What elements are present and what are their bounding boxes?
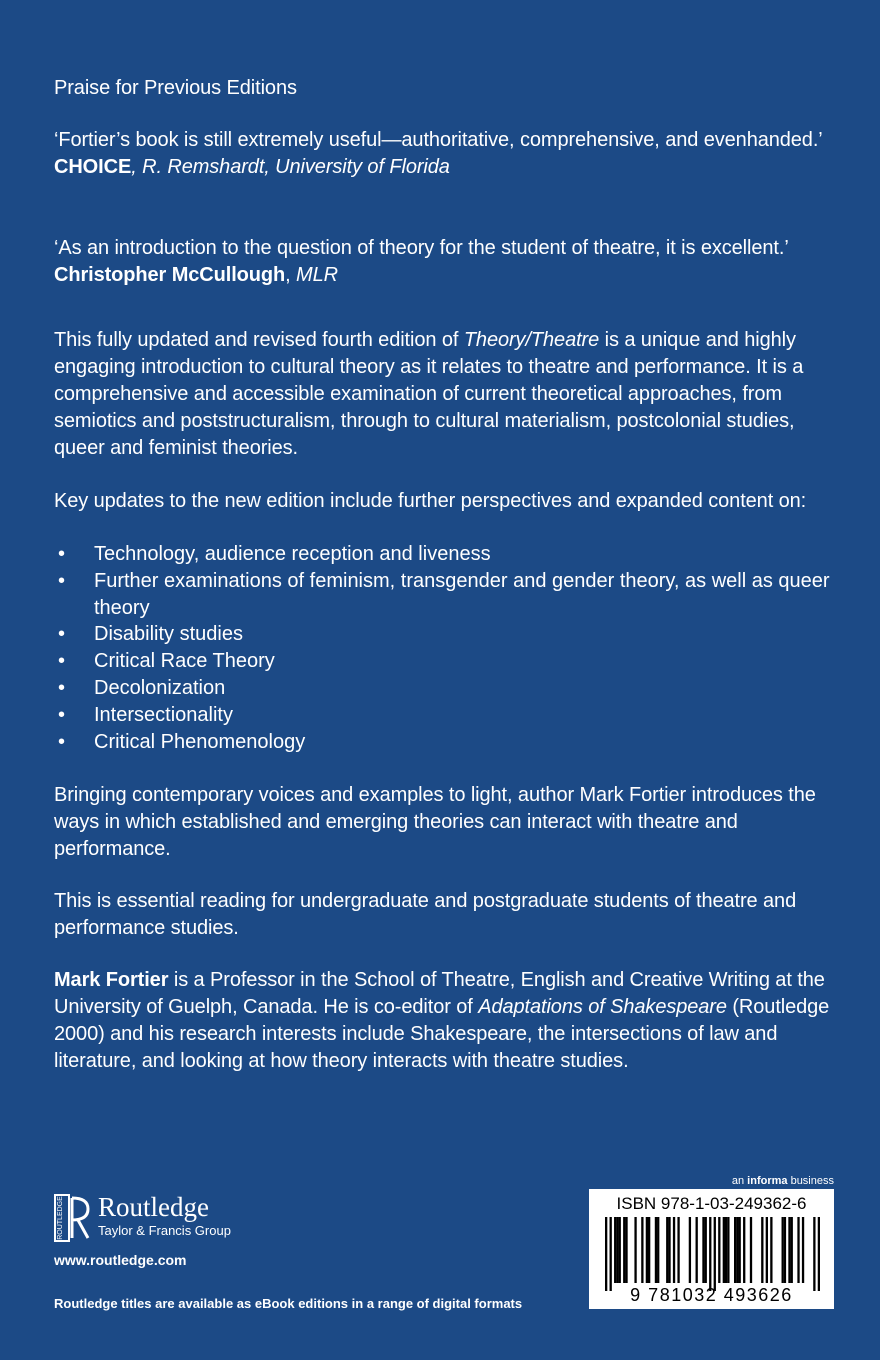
bullet-icon: • <box>58 569 66 592</box>
list-item-text: Disability studies <box>94 623 243 646</box>
barcode-bar <box>616 1217 618 1283</box>
barcode-bar <box>782 1217 784 1283</box>
bullet-icon: • <box>58 730 66 753</box>
review-quote-2 <box>54 235 834 289</box>
informa-business <box>700 1174 834 1188</box>
bio-book-title: Adaptations of Shakespeare <box>478 996 727 1018</box>
description-paragraph <box>54 327 834 462</box>
book-title: Theory/Theatre <box>463 329 600 351</box>
informa-prefix: an <box>731 1175 748 1187</box>
barcode-bar <box>818 1217 820 1291</box>
publisher-subtitle: Taylor & Francis Group <box>98 1223 231 1238</box>
barcode-bar <box>668 1217 670 1283</box>
barcode-box <box>589 1189 834 1309</box>
list-item <box>54 541 834 568</box>
quote-text: ‘Fortier’s book is still extremely useful—authoritative, comprehensive, and evenhanded.’ <box>54 129 823 151</box>
barcode-bar <box>696 1217 698 1283</box>
barcode-bar <box>761 1217 763 1283</box>
barcode-bar <box>802 1217 804 1283</box>
routledge-logo-icon <box>54 1194 90 1242</box>
barcode-bar <box>727 1217 729 1283</box>
barcode-bar <box>689 1217 691 1283</box>
barcode-bar <box>788 1217 790 1283</box>
barcode-bar <box>625 1217 627 1283</box>
author-name: Mark Fortier <box>54 969 169 991</box>
publisher-name: Routledge <box>98 1192 209 1222</box>
barcode-bar <box>734 1217 736 1283</box>
bio-text-cont: (Routledge 2000) and his research interests include Shakespeare, the intersections of law and literature, and looking at how theory interacts with theatre studies. <box>54 996 830 1072</box>
list-item-text: Intersectionality <box>94 703 233 726</box>
barcode-bar <box>623 1217 625 1283</box>
barcode-bar <box>657 1217 659 1283</box>
barcode-icon <box>605 1217 820 1291</box>
bullet-icon: • <box>58 543 66 565</box>
updates-intro: Key updates to the new edition include further perspectives and expanded content on: <box>54 490 807 512</box>
barcode-bar <box>666 1217 668 1283</box>
barcode-bar <box>743 1217 745 1283</box>
bullet-icon: • <box>58 623 66 646</box>
quote-source-bold: Christopher McCullough <box>54 264 286 286</box>
praise-heading: Praise for Previous Editions <box>54 77 297 99</box>
barcode-bar <box>610 1217 612 1291</box>
barcode-bar <box>770 1217 772 1283</box>
barcode-bar <box>677 1217 679 1283</box>
informa-brand: informa <box>747 1175 788 1187</box>
barcode-bar <box>718 1217 720 1283</box>
barcode-bar <box>634 1217 636 1283</box>
quote-source-rest: , R. Remshardt, University of Florida <box>131 156 450 178</box>
list-item-text: Technology, audience reception and liveness <box>94 543 491 565</box>
publisher-url[interactable]: www.routledge.com <box>54 1252 187 1268</box>
barcode-bar <box>714 1217 716 1291</box>
review-quote-1 <box>54 127 834 181</box>
barcode-bar <box>673 1217 675 1283</box>
description-text: This fully updated and revised fourth edition of <box>54 329 464 351</box>
informa-suffix: business <box>787 1175 834 1187</box>
svg-text:ROUTLEDGE: ROUTLEDGE <box>57 1196 64 1240</box>
publisher-block <box>54 1190 354 1270</box>
barcode-bar <box>655 1217 657 1283</box>
barcode-bar <box>709 1217 711 1291</box>
barcode-bar <box>723 1217 725 1283</box>
list-item <box>54 621 834 648</box>
list-item <box>54 729 834 756</box>
quote-source-rest: MLR <box>296 264 338 286</box>
quote-text: ‘As an introduction to the question of theory for the student of theatre, it is excellent.’ <box>54 237 789 259</box>
barcode-bar <box>766 1217 768 1283</box>
list-item <box>54 675 834 702</box>
barcode-bar <box>648 1217 650 1283</box>
list-item-text: Further examinations of feminism, transgender and gender theory, as well as queer theory <box>94 569 830 619</box>
barcode-bar <box>750 1217 752 1283</box>
ebook-note: Routledge titles are available as eBook editions in a range of digital formats <box>54 1296 523 1311</box>
author-bio <box>54 967 834 1075</box>
barcode-bar <box>619 1217 621 1283</box>
isbn-label: ISBN 978-1-03-249362-6 <box>616 1194 807 1213</box>
barcode-digits: 9 781032 493626 <box>630 1285 793 1305</box>
bullet-icon: • <box>58 676 66 699</box>
list-item-text: Critical Phenomenology <box>94 730 306 753</box>
barcode-bar <box>725 1217 727 1283</box>
quote-source-bold: CHOICE <box>54 156 132 178</box>
bullet-icon: • <box>58 703 66 726</box>
barcode-bar <box>641 1217 643 1283</box>
updates-list <box>54 541 834 755</box>
list-item <box>54 568 834 622</box>
bullet-icon: • <box>58 650 66 673</box>
bringing-paragraph: Bringing contemporary voices and examples to light, author Mark Fortier introduces the ways in which established and emerging theories can interact with theatre and performance. <box>54 784 816 860</box>
list-item-text: Critical Race Theory <box>94 650 275 673</box>
barcode-bar <box>702 1217 704 1283</box>
bio-text: is a Professor in the School of Theatre, English and Creative Writing at the University of Guelph, Canada. He is co-editor of <box>54 969 825 1018</box>
barcode-bar <box>605 1217 607 1291</box>
list-item-text: Decolonization <box>94 676 226 699</box>
barcode-bar <box>736 1217 738 1283</box>
barcode-bar <box>784 1217 786 1283</box>
barcode-bar <box>813 1217 815 1291</box>
list-item <box>54 702 834 729</box>
essential-paragraph: This is essential reading for undergraduate and postgraduate students of theatre and performance studies. <box>54 890 797 939</box>
barcode-bar <box>797 1217 799 1283</box>
list-item <box>54 648 834 675</box>
description-text-cont: is a unique and highly engaging introduction to cultural theory as it relates to theatre and performance. It is a comprehensive and accessible examination of current theoretical approaches, from semiotics and poststructuralism, through to cultural materialism, postcolonial studies, queer and feminist theories. <box>54 329 804 459</box>
barcode-bar <box>705 1217 707 1283</box>
barcode-bar <box>614 1217 616 1283</box>
barcode-bar <box>646 1217 648 1283</box>
barcode-bar <box>739 1217 741 1283</box>
quote-source-sep: , <box>285 264 297 286</box>
barcode-bar <box>791 1217 793 1283</box>
